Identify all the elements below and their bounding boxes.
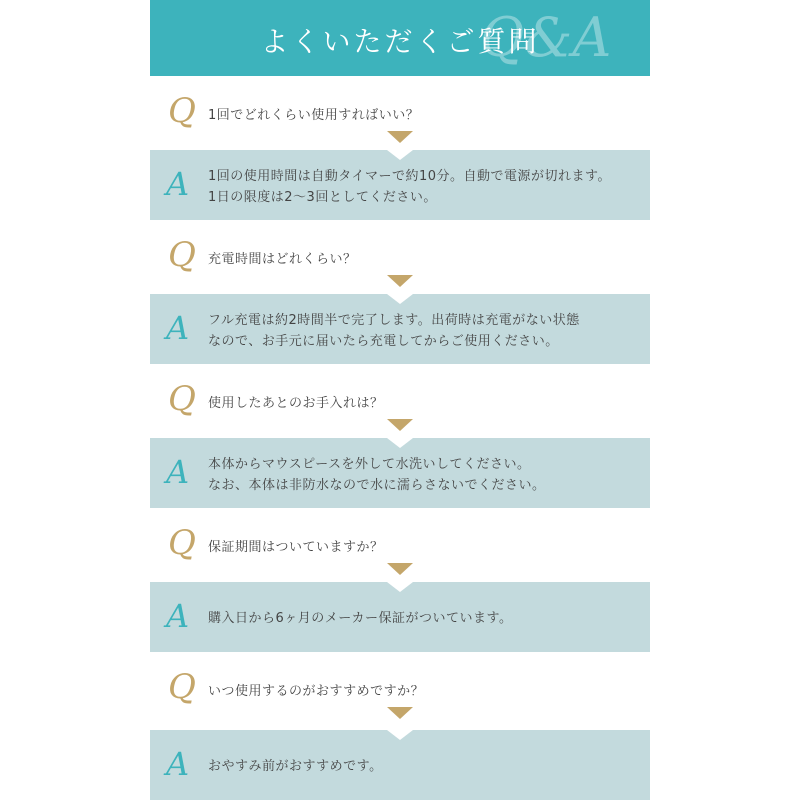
- answer-line: なので、お手元に届いたら充電してからご使用ください。: [208, 334, 559, 349]
- faq-answer-4: [150, 582, 650, 652]
- a-mark: A: [166, 597, 190, 635]
- faq-question-4: [150, 508, 650, 582]
- arrow-down-icon: [387, 131, 413, 143]
- q-mark: Q: [168, 667, 196, 707]
- faq-answer-3: [150, 438, 650, 508]
- a-mark: A: [166, 453, 190, 491]
- q-mark: Q: [168, 91, 196, 131]
- a-mark: A: [166, 745, 190, 783]
- a-mark: A: [166, 165, 190, 203]
- question-text: いつ使用するのがおすすめですか？: [208, 684, 425, 699]
- answer-line: 1回の使用時間は自動タイマーで約10分。自動で電源が切れます。: [208, 169, 612, 184]
- question-text: 1回でどれくらい使用すればいい？: [208, 108, 420, 123]
- arrow-down-icon: [387, 563, 413, 575]
- faq-question-3: [150, 364, 650, 438]
- answer-line: おやすみ前がおすすめです。: [208, 759, 383, 774]
- answer-text: [208, 166, 611, 208]
- answer-line: フル充電は約2時間半で完了します。出荷時は充電がない状態: [208, 313, 580, 328]
- answer-line: 1日の限度は2〜3回としてください。: [208, 190, 437, 205]
- arrow-down-icon: [387, 419, 413, 431]
- a-mark: A: [166, 309, 190, 347]
- faq-answer-2: [150, 294, 650, 364]
- q-mark: Q: [168, 379, 196, 419]
- answer-text: [208, 608, 512, 629]
- faq-answer-5: [150, 730, 650, 800]
- faq-question-1: [150, 76, 650, 150]
- page-title: よくいただくご質問: [260, 25, 540, 58]
- arrow-down-icon: [387, 275, 413, 287]
- answer-text: [208, 756, 383, 777]
- answer-text: [208, 310, 580, 352]
- question-text: 使用したあとのお手入れは？: [208, 396, 384, 411]
- qa-decoration: Q&A: [480, 6, 612, 69]
- faq-question-5: [150, 652, 650, 726]
- faq-header: [150, 0, 650, 76]
- question-text: 保証期間はついていますか？: [208, 540, 384, 555]
- q-mark: Q: [168, 523, 196, 563]
- answer-line: 購入日から6ヶ月のメーカー保証がついています。: [208, 611, 513, 626]
- question-text: 充電時間はどれくらい？: [208, 252, 357, 267]
- q-mark: Q: [168, 235, 196, 275]
- arrow-down-icon: [387, 707, 413, 719]
- answer-line: 本体からマウスピースを外して水洗いしてください。: [208, 457, 531, 472]
- answer-line: なお、本体は非防水なので水に濡らさないでください。: [208, 478, 546, 493]
- faq-question-2: [150, 220, 650, 294]
- faq-answer-1: [150, 150, 650, 220]
- answer-text: [208, 454, 546, 496]
